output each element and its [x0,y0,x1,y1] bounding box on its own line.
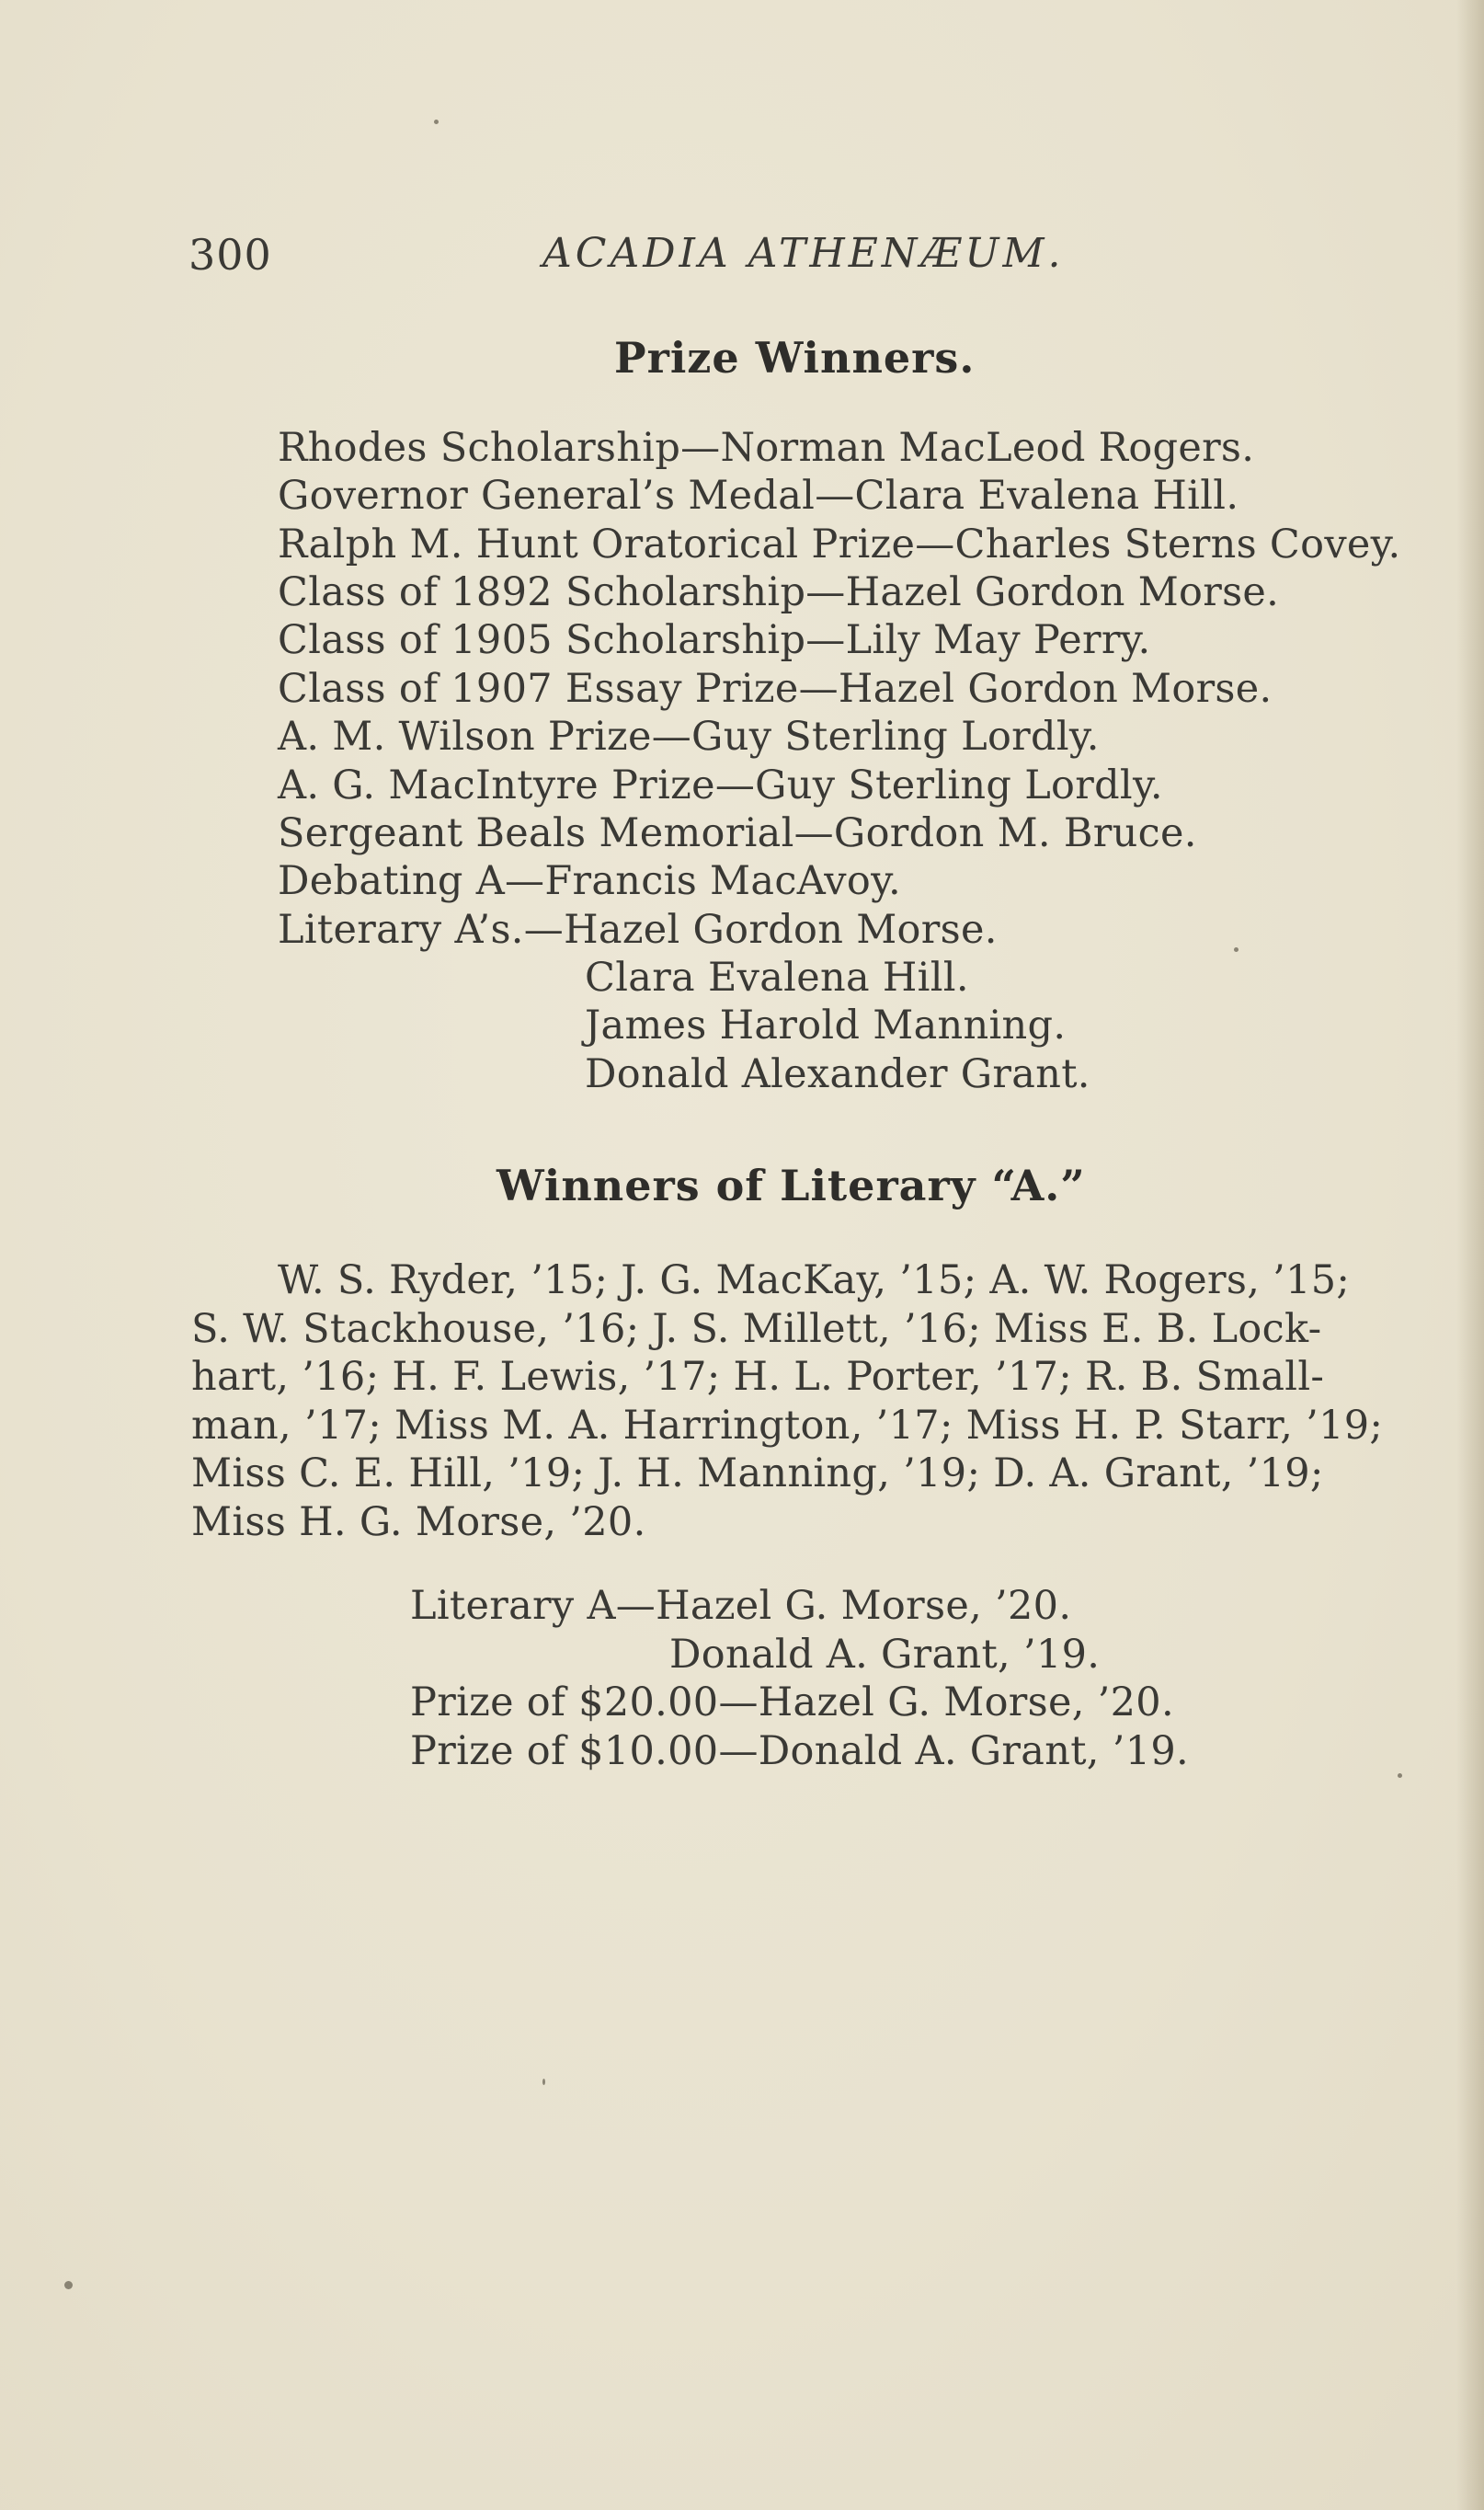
winners-paragraph-line: man, ’17; Miss M. A. Harrington, ’17; Miss H. P. Starr, ’19; [191,1403,1384,1449]
literary-as-name: Clara Evalena Hill. [585,955,969,1001]
literary-winners-heading: Winners of Literary “A.” [497,1161,1086,1210]
literary-a-award: Literary A—Hazel G. Morse, ’20. [410,1583,1072,1629]
literary-as-name: Donald Alexander Grant. [585,1051,1090,1097]
prize-line: Literary A’s.—Hazel Gordon Morse. [278,907,998,953]
winners-paragraph-line: Miss H. G. Morse, ’20. [191,1499,646,1545]
running-head [188,230,1071,285]
prize-line: A. M. Wilson Prize—Guy Sterling Lordly. [278,714,1100,760]
winners-paragraph-line: hart, ’16; H. F. Lewis, ’17; H. L. Porter, ’17; R. B. Small- [191,1354,1325,1400]
prize-line: Governor General’s Medal—Clara Evalena Hill. [278,473,1239,519]
prize-line: Ralph M. Hunt Oratorical Prize—Charles Sterns Covey. [278,521,1401,567]
prize-line: Class of 1892 Scholarship—Hazel Gordon Morse. [278,569,1280,615]
page-edge-shadow [1456,0,1484,2510]
paper-speck [64,2281,73,2289]
paper-speck [542,2079,545,2085]
prize-line: Debating A—Francis MacAvoy. [278,858,901,904]
prize-line: Class of 1907 Essay Prize—Hazel Gordon Morse. [278,666,1273,712]
page-number: 300 [188,230,272,280]
literary-a-award-second: Donald A. Grant, ’19. [669,1632,1101,1678]
paper-speck [434,120,439,124]
paper-speck [1234,947,1239,952]
journal-title: ACADIA ATHENÆUM. [542,230,1065,277]
prize-10-award: Prize of $10.00—Donald A. Grant, ’19. [410,1728,1189,1774]
winners-paragraph-line: W. S. Ryder, ’15; J. G. MacKay, ’15; A. W. Rogers, ’15; [278,1257,1351,1303]
prize-line: Rhodes Scholarship—Norman MacLeod Rogers. [278,425,1255,471]
winners-paragraph-line: Miss C. E. Hill, ’19; J. H. Manning, ’19; D. A. Grant, ’19; [191,1450,1324,1496]
prize-line: A. G. MacIntyre Prize—Guy Sterling Lordly. [278,762,1163,808]
prize-winners-heading: Prize Winners. [614,333,976,383]
literary-as-name: James Harold Manning. [585,1003,1067,1049]
paper-speck [1398,1773,1402,1778]
winners-paragraph-line: S. W. Stackhouse, ’16; J. S. Millett, ’16; Miss E. B. Lock- [191,1306,1322,1352]
prize-line: Class of 1905 Scholarship—Lily May Perry. [278,617,1151,663]
prize-20-award: Prize of $20.00—Hazel G. Morse, ’20. [410,1679,1174,1725]
prize-line: Sergeant Beals Memorial—Gordon M. Bruce. [278,810,1197,856]
